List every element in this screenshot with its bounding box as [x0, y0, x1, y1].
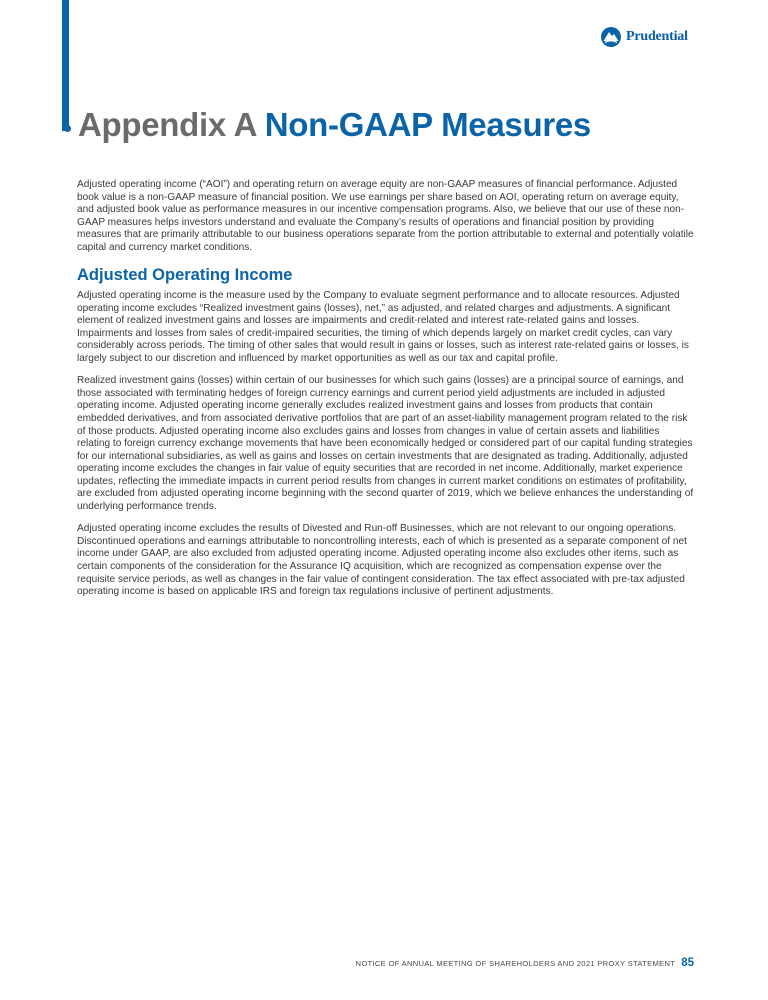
section-paragraph: Adjusted operating income is the measure used by the Company to evaluate segment performance and to allocate resources. Adjusted operating income excludes “Realized investment gains (losses), net,” as adjusted, and related charges and adjustments. A significant element of realized investment gains and losses are impairments and credit-related and interest rate-related gains and losses. Impairments and losses from sales of credit-impaired securities, the timing of which depends largely on market credit cycles, can vary considerably across periods. The timing of other sales that would result in gains or losses, such as interest rate-related gains or losses, is largely subject to our discretion and influenced by market opportunities as well as our tax and capital profile.	[77, 290, 689, 365]
logo-text: Prudential	[626, 29, 688, 44]
page-title	[78, 105, 591, 145]
footer-text: NOTICE OF ANNUAL MEETING OF SHAREHOLDERS AND 2021 PROXY STATEMENT	[355, 959, 676, 968]
section-paragraph: Realized investment gains (losses) within certain of our businesses for which such gains (losses) are a principal source of earnings, and those associated with terminating hedges of foreign currency earnings and current period yield adjustments are included in adjusted operating income. Adjusted operating income generally excludes realized investment gains and losses from products that contain embedded derivatives, and from associated derivative portfolios that are part of an asset-liability management program related to the risk of those products. Adjusted operating income also excludes gains and losses from changes in value of certain assets and liabilities relating to foreign currency exchange movements that have been economically hedged or considered part of our capital funding strategies for our international subsidiaries, as well as gains and losses on certain investments that are designated as trading. Additionally, adjusted operating income excludes the changes in fair value of equity securities that are recorded in net income. Additionally, market experience updates, reflecting the immediate impacts in current period results from changes in current market conditions on estimates of profitability, are excluded from adjusted operating income beginning with the second quarter of 2019, which we believe enhances the understanding of underlying performance trends.	[77, 375, 694, 513]
title-main: Non-GAAP Measures	[264, 106, 591, 143]
page-footer	[356, 957, 694, 969]
accent-dot	[64, 125, 71, 132]
accent-bar	[62, 0, 69, 131]
rock-emblem-icon	[600, 26, 622, 48]
section-heading: Adjusted Operating Income	[77, 266, 293, 285]
prudential-logo	[600, 26, 688, 48]
section-paragraph: Adjusted operating income excludes the results of Divested and Run-off Businesses, which are not relevant to our ongoing operations. Discontinued operations and earnings attributable to noncontrolling interests, each of which is presented as a separate component of net income under GAAP, are also excluded from adjusted operating income. Adjusted operating income also excludes other items, such as certain components of the consideration for the Assurance IQ acquisition, which are recognized as compensation expense over the requisite service periods, as well as changes in the fair value of contingent consideration. The tax effect associated with pre-tax adjusted operating income is based on applicable IRS and foreign tax regulations inclusive of pertinent adjustments.	[77, 523, 687, 598]
page-number: 85	[681, 957, 694, 969]
title-prefix: Appendix A	[78, 106, 256, 143]
intro-paragraph: Adjusted operating income (“AOI”) and operating return on average equity are non-GAAP measures of financial performance. Adjusted book value is a non-GAAP measure of financial position. We use earnings per share based on AOI, operating return on average equity, and adjusted book value as performance measures in our incentive compensation programs. Also, we believe that our use of these non-GAAP measures helps investors understand and evaluate the Company’s results of operations and financial position by providing measures that are primarily attributable to our business operations separate from the portion attributable to external and potentially volatile capital and currency market conditions.	[77, 179, 694, 253]
body-content	[77, 179, 694, 608]
